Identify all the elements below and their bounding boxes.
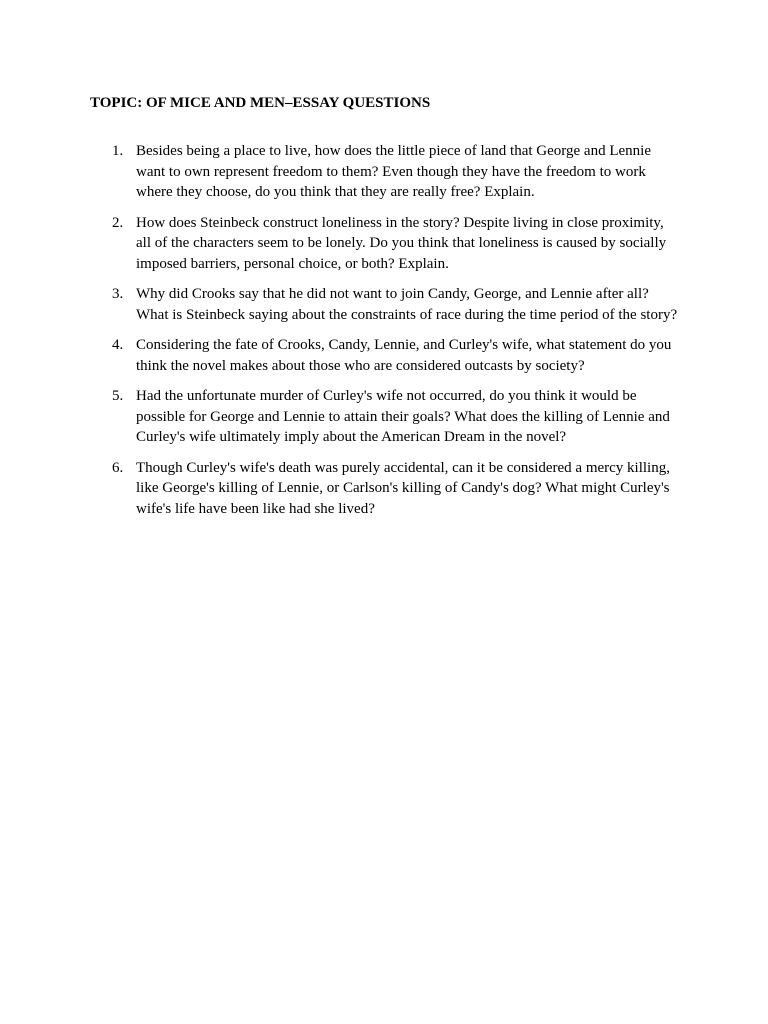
question-item-4: [0, 335, 768, 376]
document-title: TOPIC: OF MICE AND MEN–ESSAY QUESTIONS: [90, 95, 431, 111]
question-text: Besides being a place to live, how does the little piece of land that George and Lennie want to own represent freedom to them? Even though they have the freedom to work where they choose, do you think that they are really free? Explain.: [136, 143, 651, 200]
question-text: How does Steinbeck construct loneliness in the story? Despite living in close proximity, all of the characters seem to be lonely. Do you think that loneliness is caused by socially imposed barriers, personal choice, or both? Explain.: [136, 214, 667, 272]
question-number: 4.: [112, 337, 124, 353]
question-item-6: [0, 458, 768, 520]
question-item-2: [0, 213, 768, 275]
question-text: Though Curley's wife's death was purely accidental, can it be considered a mercy killing, like George's killing of Lennie, or Carlson's killing of Candy's dog? What might Curley's wife's life have been like had she lived?: [136, 459, 670, 517]
question-item-5: [0, 386, 768, 448]
question-number: 6.: [112, 459, 124, 476]
question-text: Had the unfortunate murder of Curley's wife not occurred, do you think it would be possible for George and Lennie to attain their goals? What does the killing of Lennie and Curley's wife ultimately imply about the American Dream in the novel?: [136, 388, 670, 445]
essay-question-list: [0, 141, 768, 529]
question-text: Why did Crooks say that he did not want to join Candy, George, and Lennie after all? What is Steinbeck saying about the constraints of race during the time period of the story?: [136, 286, 678, 323]
question-number: 2.: [112, 214, 124, 231]
question-item-3: [0, 284, 768, 325]
question-number: 1.: [112, 143, 124, 159]
question-number: 3.: [112, 286, 124, 302]
question-text: Considering the fate of Crooks, Candy, Lennie, and Curley's wife, what statement do you think the novel makes about those who are considered outcasts by society?: [136, 337, 672, 374]
question-item-1: [0, 141, 768, 203]
question-number: 5.: [112, 388, 124, 404]
